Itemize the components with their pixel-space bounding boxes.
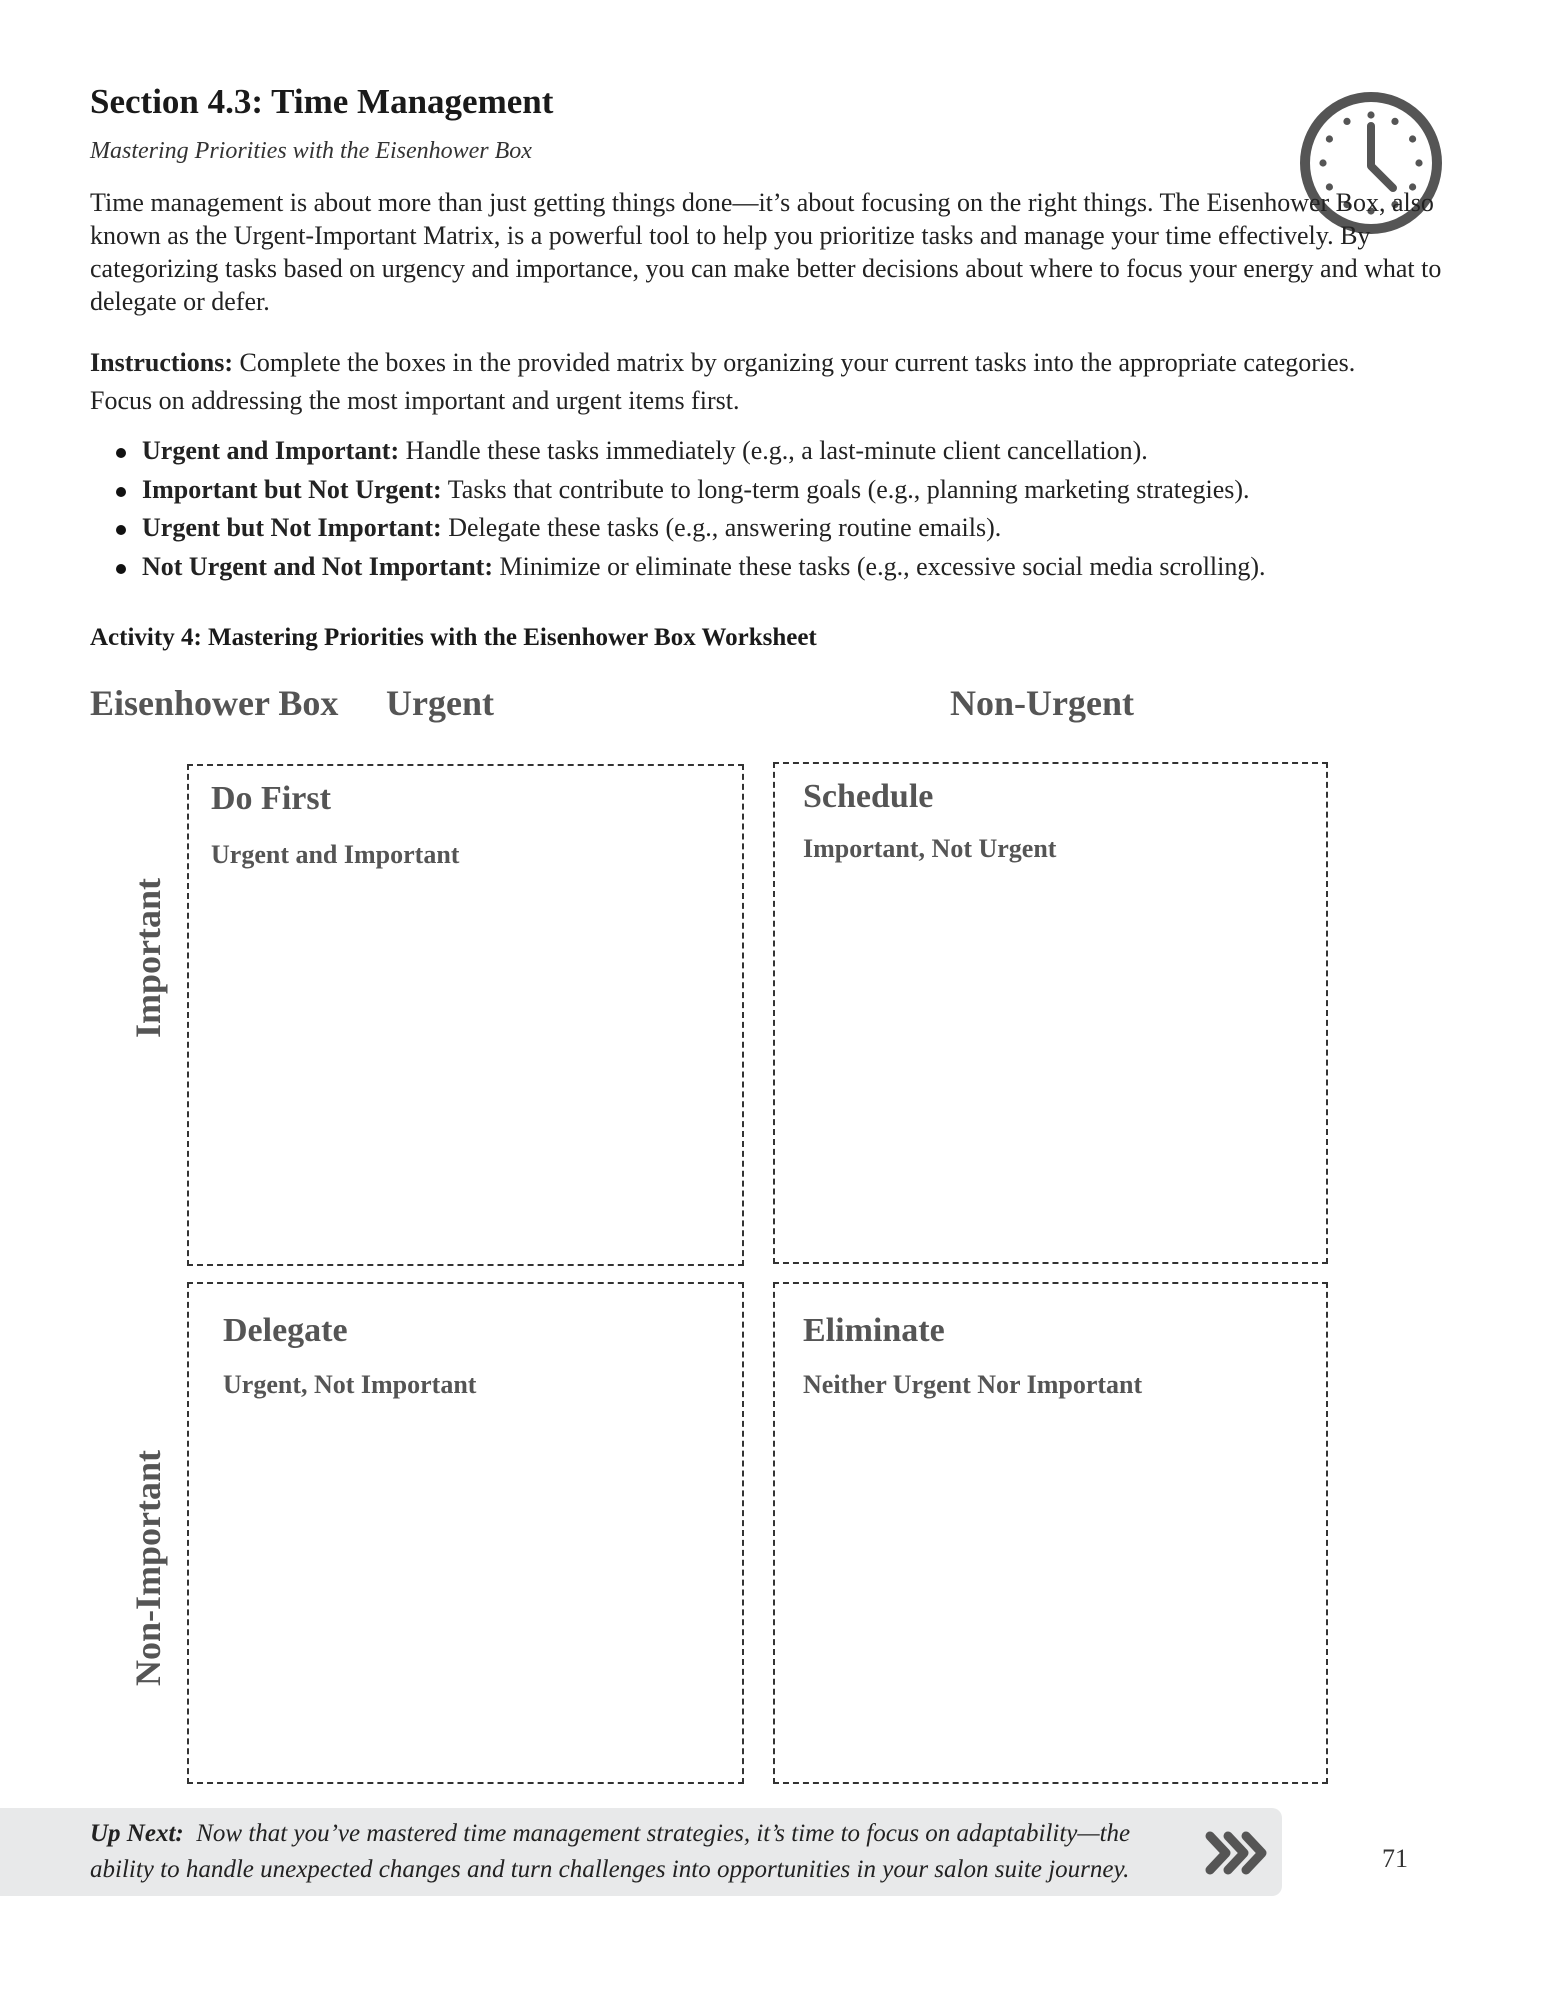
bullet-label: Important but Not Urgent: [142,474,442,504]
priority-bullet-list [112,432,1462,586]
quadrant-title: Eliminate [803,1312,945,1349]
instructions-text: Complete the boxes in the provided matrix by organizing your current tasks into the appropriate categories. Focus on addressing the most important and urgent items first. [90,348,1356,415]
quadrant-title: Schedule [803,778,934,815]
bullet-label: Urgent and Important: [142,436,400,465]
instructions-label: Instructions: [90,348,234,377]
bullet-text: Handle these tasks immediately (e.g., a last-minute client cancellation). [405,436,1148,465]
list-item [112,509,1462,548]
chevron-double-right-icon[interactable] [1202,1828,1272,1878]
bullet-text: Tasks that contribute to long-term goals (e.g., planning marketing strategies). [447,474,1250,504]
quadrant-do-first[interactable] [187,764,744,1266]
quadrant-schedule[interactable] [773,762,1328,1264]
intro-paragraph: Time management is about more than just getting things done—it’s about focusing on the right things. The Eisenhower Box, also known as the Urgent-Important Matrix, is a powerful tool to help you prioritize tasks and manage your time effectively. By categorizing tasks based on urgency and importance, you can make better decisions about where to focus your energy and what to delegate or defer. [90,188,1442,316]
quadrant-delegate[interactable] [187,1282,744,1784]
section-subtitle: Mastering Priorities with the Eisenhower Box [90,138,532,164]
column-label-urgent: Urgent [386,683,494,723]
column-label-non-urgent: Non-Urgent [950,683,1134,723]
up-next-label: Up Next: [90,1820,184,1847]
quadrant-eliminate[interactable] [773,1282,1328,1784]
list-item [112,471,1462,510]
up-next-body: Now that you’ve mastered time management strategies, it’s time to focus on adaptability—the ability to handle unexpected changes and turn challenges into opportunities in your salon suite journey. [90,1820,1131,1883]
quadrant-subtitle: Urgent, Not Important [223,1370,477,1399]
instructions-paragraph [90,344,1420,420]
section-title: Section 4.3: Time Management [90,82,554,121]
activity-title: Activity 4: Mastering Priorities with the Eisenhower Box Worksheet [90,624,817,651]
quadrant-title: Do First [211,780,331,817]
bullet-label: Not Urgent and Not Important: [142,551,493,581]
bullet-text: Delegate these tasks (e.g., answering routine emails). [448,513,1002,542]
bullet-label: Urgent but Not Important: [142,513,442,542]
list-item [112,432,1462,471]
matrix-title: Eisenhower Box [90,683,339,723]
quadrant-subtitle: Neither Urgent Nor Important [803,1370,1143,1399]
quadrant-subtitle: Urgent and Important [211,840,460,869]
bullet-text: Minimize or eliminate these tasks (e.g., excessive social media scrolling). [499,551,1266,581]
quadrant-subtitle: Important, Not Urgent [803,834,1057,863]
row-label-important: Important [128,878,168,1038]
list-item [112,548,1462,587]
page-number: 71 [1382,1844,1408,1873]
row-label-non-important: Non-Important [128,1449,168,1687]
up-next-text [90,1816,1190,1888]
quadrant-title: Delegate [223,1312,348,1349]
